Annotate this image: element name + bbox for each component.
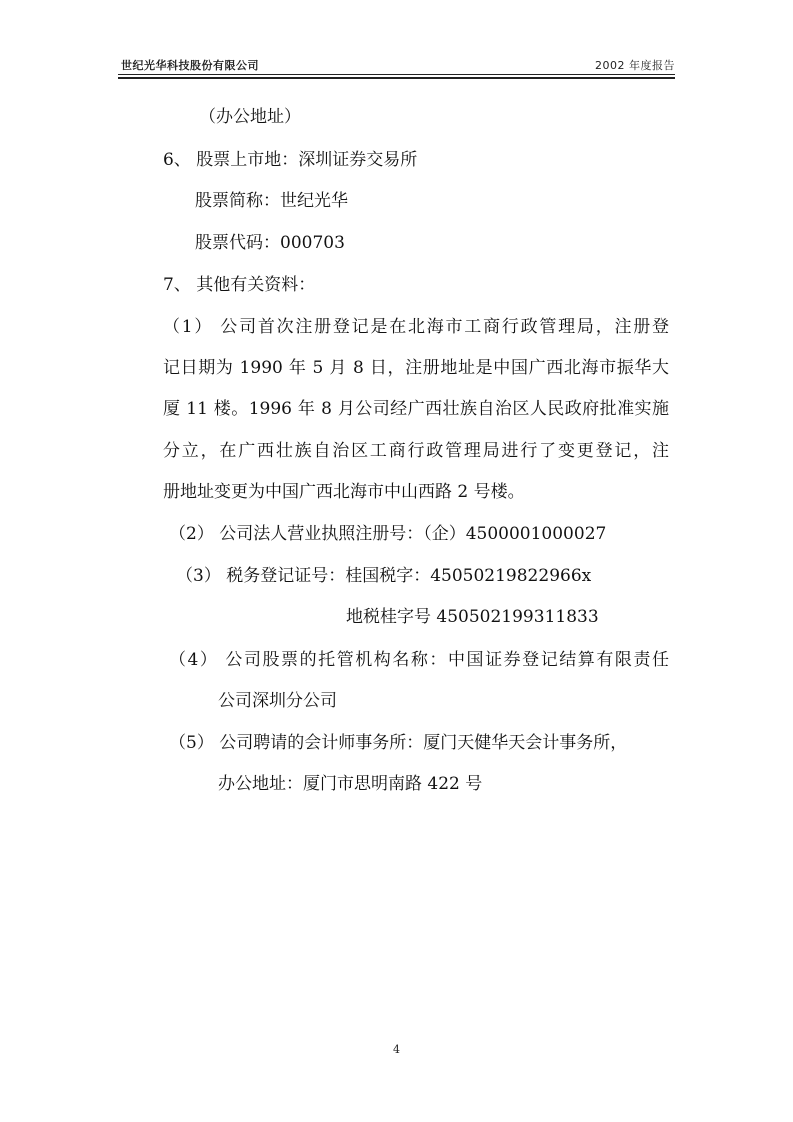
office-address-label: （办公地址）	[199, 107, 301, 127]
custodian-line-1: （4） 公司股票的托管机构名称：中国证券登记结算有限责任	[169, 650, 669, 670]
page-number: 4	[393, 1043, 400, 1056]
registration-paragraph-line-2: 记日期为 1990 年 5 月 8 日，注册地址是中国广西北海市振华大	[163, 358, 669, 378]
item-7-other-info: 7、 其他有关资料：	[163, 275, 316, 295]
accounting-firm-address: 办公地址：厦门市思明南路 422 号	[218, 774, 483, 794]
header-rule-thick	[118, 77, 675, 79]
tax-registration-local: 地税桂字号 450502199311833	[346, 607, 599, 627]
header-company-name: 世纪光华科技股份有限公司	[121, 59, 259, 72]
registration-paragraph-line-5: 册地址变更为中国广西北海市中山西路 2 号楼。	[163, 482, 525, 502]
header-rule-thin	[118, 74, 675, 75]
accounting-firm-line-1: （5） 公司聘请的会计师事务所：厦门天健华天会计事务所，	[169, 733, 628, 753]
item-6-listing-exchange: 6、 股票上市地：深圳证券交易所	[163, 150, 418, 170]
registration-paragraph-line-3: 厦 11 楼。1996 年 8 月公司经广西壮族自治区人民政府批准实施	[163, 399, 669, 419]
stock-short-name: 股票简称：世纪光华	[195, 191, 348, 211]
tax-registration-national: （3） 税务登记证号：桂国税字：45050219822966x	[176, 566, 592, 586]
custodian-line-2: 公司深圳分公司	[218, 691, 337, 711]
registration-paragraph-line-1: （1） 公司首次注册登记是在北海市工商行政管理局，注册登	[163, 317, 669, 337]
business-license-number: （2） 公司法人营业执照注册号：（企）4500001000027	[169, 524, 607, 544]
header-report-title: 2002 年度报告	[595, 59, 675, 72]
registration-paragraph-line-4: 分立，在广西壮族自治区工商行政管理局进行了变更登记，注	[163, 441, 669, 461]
stock-code: 股票代码：000703	[195, 233, 345, 253]
